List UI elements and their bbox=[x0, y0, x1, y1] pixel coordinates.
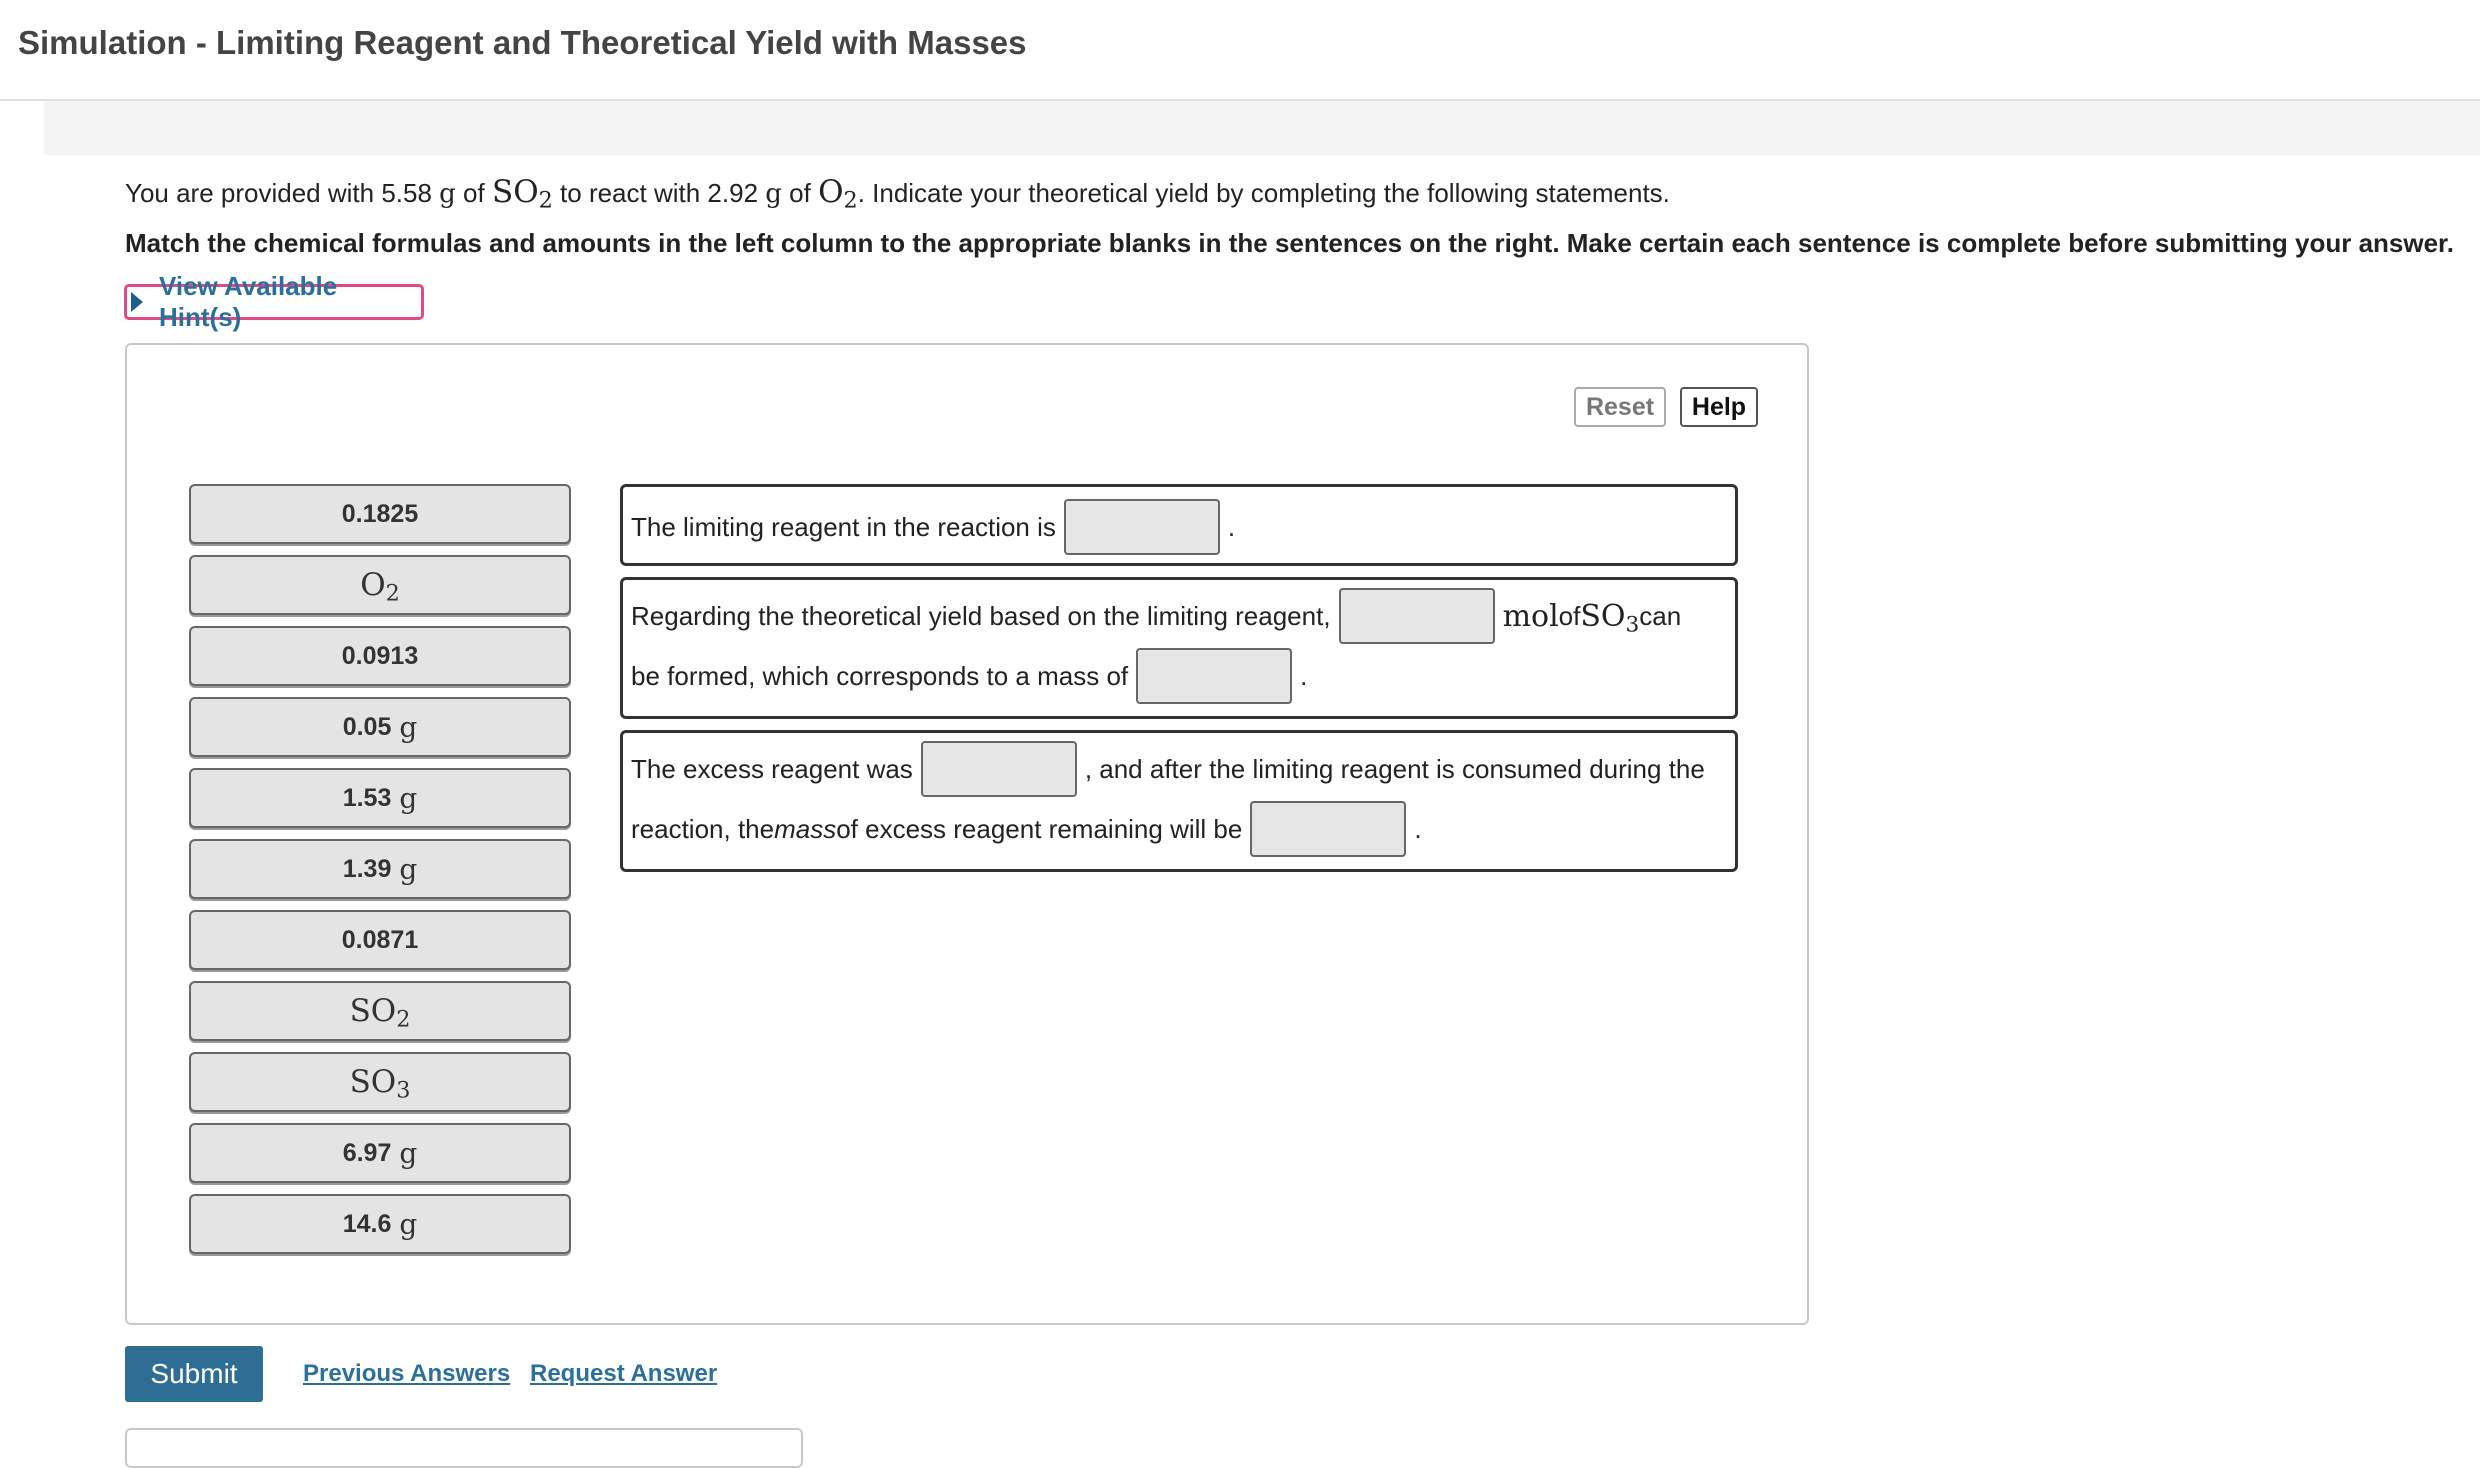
feedback-panel bbox=[125, 1428, 803, 1468]
answer-tile[interactable]: 14.6 g bbox=[189, 1194, 571, 1254]
sentence-text: . bbox=[1414, 813, 1422, 844]
page-title: Simulation - Limiting Reagent and Theoretical Yield with Masses bbox=[18, 24, 1027, 61]
instruction-text: Match the chemical formulas and amounts in the left column to the appropriate blanks in the sentences on the right. Make certain each sentence is complete before submitting your answer. bbox=[125, 228, 2454, 258]
sentence-limiting-reagent bbox=[620, 484, 1738, 566]
matching-workspace bbox=[125, 343, 1809, 1325]
sentence-text: . bbox=[1300, 660, 1308, 691]
mol-unit: mol bbox=[1502, 598, 1559, 634]
sentence-text: of excess reagent remaining will be bbox=[836, 813, 1243, 844]
sentence-emphasis: mass bbox=[774, 813, 837, 844]
drop-target[interactable] bbox=[1339, 588, 1495, 644]
problem-statement: You are provided with 5.58 g of $SO_2$ to react with 2.92 g of $O_2$. Indicate your theoretical yield by completing the following statements. bbox=[125, 174, 1670, 214]
header-band bbox=[44, 101, 2480, 155]
sentence-text: . bbox=[1227, 511, 1236, 542]
answer-tile[interactable]: $SO_3$ bbox=[189, 1052, 571, 1112]
drop-target[interactable] bbox=[921, 741, 1077, 797]
view-hints-link[interactable]: View Available Hint(s) bbox=[159, 271, 338, 332]
sentence-text: of bbox=[1558, 600, 1581, 631]
sentence-text: can bbox=[1639, 600, 1682, 631]
answer-tile[interactable]: 0.0871 bbox=[189, 910, 571, 970]
answer-tile[interactable]: $O_2$ bbox=[189, 555, 571, 615]
answer-tile[interactable]: 1.53 g bbox=[189, 768, 571, 828]
answer-tile[interactable]: 6.97 g bbox=[189, 1123, 571, 1183]
answer-tile[interactable]: 0.05 g bbox=[189, 697, 571, 757]
sentence-text: reaction, the bbox=[631, 813, 775, 844]
submit-button[interactable]: Submit bbox=[125, 1346, 263, 1402]
answer-tile[interactable]: 0.0913 bbox=[189, 626, 571, 686]
sentence-text: The limiting reagent in the reaction is bbox=[631, 511, 1056, 542]
previous-answers-link[interactable]: Previous Answers bbox=[303, 1360, 511, 1387]
sentence-text: , and after the limiting reagent is consumed during the bbox=[1084, 753, 1705, 784]
formula-so3: $SO_3$ bbox=[1580, 598, 1640, 637]
reset-button[interactable]: Reset bbox=[1574, 387, 1666, 427]
drop-target[interactable] bbox=[1136, 648, 1292, 704]
sentence-theoretical-yield bbox=[620, 577, 1738, 719]
view-hints-toggle[interactable] bbox=[124, 271, 424, 332]
sentence-text: Regarding the theoretical yield based on the limiting reagent, bbox=[631, 600, 1331, 631]
sentence-excess-reagent bbox=[620, 730, 1738, 872]
answer-tile[interactable]: 1.39 g bbox=[189, 839, 571, 899]
answer-tile[interactable]: $SO_2$ bbox=[189, 981, 571, 1041]
request-answer-link[interactable]: Request Answer bbox=[530, 1360, 718, 1387]
caret-right-icon bbox=[131, 292, 143, 312]
help-button[interactable]: Help bbox=[1680, 387, 1758, 427]
sentence-text: be formed, which corresponds to a mass of bbox=[631, 660, 1129, 691]
sentence-text: The excess reagent was bbox=[631, 753, 913, 784]
drop-target[interactable] bbox=[1064, 499, 1220, 555]
drop-target[interactable] bbox=[1250, 801, 1406, 857]
answer-tile[interactable]: 0.1825 bbox=[189, 484, 571, 544]
